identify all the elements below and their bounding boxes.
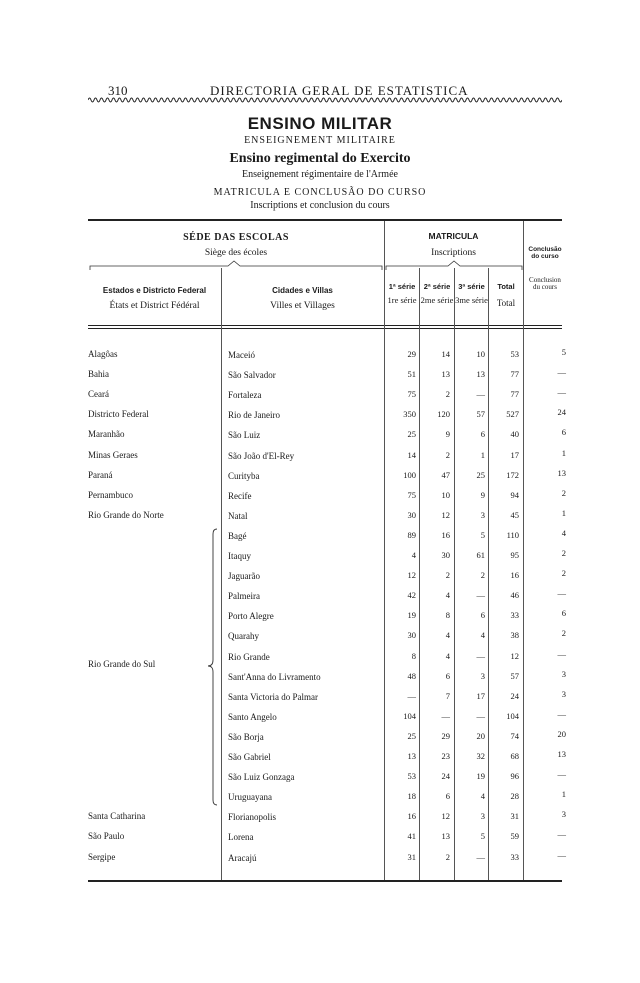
row-s2: 13 <box>441 831 450 841</box>
header-bottom-rule <box>88 325 562 326</box>
row-city: Florianopolis <box>228 812 277 822</box>
row-total: 110 <box>506 530 519 540</box>
row-s1: 53 <box>407 771 416 781</box>
header-matricula: MATRICULA <box>428 231 479 241</box>
row-s1: 51 <box>407 369 416 379</box>
row-s2: 23 <box>441 751 450 761</box>
row-concl: — <box>557 588 566 598</box>
row-total: 527 <box>506 409 519 419</box>
row-city: São Gabriel <box>228 752 271 762</box>
row-s1: 14 <box>407 450 416 460</box>
row-s2: 24 <box>441 771 450 781</box>
row-city: Fortaleza <box>228 390 262 400</box>
row-s3: — <box>476 590 485 600</box>
row-s1: 75 <box>407 490 416 500</box>
row-city: Maceió <box>228 350 255 360</box>
header-total: Total <box>497 282 515 291</box>
row-concl: 2 <box>561 548 566 558</box>
row-total: 33 <box>510 852 519 862</box>
row-total: 74 <box>510 731 519 741</box>
row-s1: 25 <box>407 731 416 741</box>
row-s3: 2 <box>480 570 485 580</box>
row-s2: 2 <box>445 450 450 460</box>
header-serie-2-fr: 2me série <box>420 295 454 305</box>
header-serie-3: 3ª série <box>458 282 485 291</box>
row-concl: 1 <box>561 508 566 518</box>
row-s1: 41 <box>407 831 416 841</box>
row-city: Natal <box>228 511 248 521</box>
row-s2: 29 <box>441 731 450 741</box>
row-total: 53 <box>510 349 519 359</box>
row-concl: — <box>557 649 566 659</box>
header-serie-1-fr: 1re série <box>387 295 417 305</box>
row-total: 31 <box>510 811 519 821</box>
row-s1: 13 <box>407 751 416 761</box>
row-total: 172 <box>506 470 519 480</box>
wavy-rule <box>88 95 562 105</box>
row-city: Quarahy <box>228 631 259 641</box>
row-state: Pernambuco <box>88 490 133 500</box>
header-bracket-rules <box>88 260 562 274</box>
row-s1: 48 <box>407 671 416 681</box>
row-concl: 2 <box>561 628 566 638</box>
row-city: Aracajú <box>228 853 257 863</box>
row-concl: 20 <box>557 729 566 739</box>
row-state: Paraná <box>88 470 113 480</box>
row-s3: — <box>476 711 485 721</box>
table-bottom-rule <box>88 880 562 882</box>
row-s1: 75 <box>407 389 416 399</box>
row-s2: 12 <box>441 811 450 821</box>
row-city: Lorena <box>228 832 254 842</box>
row-s2: 2 <box>445 389 450 399</box>
table-top-rule <box>88 219 562 221</box>
row-city: Rio Grande <box>228 652 270 662</box>
row-s3: 3 <box>480 510 485 520</box>
header-sede-fr: Siège des écoles <box>204 248 268 258</box>
row-concl: 6 <box>561 427 566 437</box>
row-city: Palmeira <box>228 591 260 601</box>
header-matricula-fr: Inscriptions <box>431 248 476 258</box>
row-s2: 13 <box>441 369 450 379</box>
row-concl: — <box>557 829 566 839</box>
row-concl: 3 <box>561 669 566 679</box>
table-title-fr: Inscriptions et conclusion du cours <box>250 200 390 211</box>
row-city: Porto Alegre <box>228 611 274 621</box>
main-title-fr: ENSEIGNEMENT MILITAIRE <box>244 135 396 146</box>
row-total: 17 <box>510 450 519 460</box>
row-s2: 4 <box>445 590 450 600</box>
row-s1: 16 <box>407 811 416 821</box>
row-city: Santo Angelo <box>228 712 277 722</box>
subtitle-fr: Enseignement régimentaire de l'Armée <box>242 169 398 180</box>
row-s1: 29 <box>407 349 416 359</box>
row-s3: 19 <box>476 771 485 781</box>
brace-bracket <box>207 528 219 806</box>
row-concl: 2 <box>561 488 566 498</box>
row-concl: 1 <box>561 789 566 799</box>
row-total: 12 <box>510 651 519 661</box>
row-total: 77 <box>510 389 519 399</box>
row-city: Bagé <box>228 531 247 541</box>
row-s3: 10 <box>476 349 485 359</box>
row-s3: 32 <box>476 751 485 761</box>
row-s1: 31 <box>407 852 416 862</box>
header-estados-fr: États et District Fédéral <box>109 301 200 311</box>
row-s3: 4 <box>480 630 485 640</box>
row-s1: 25 <box>407 429 416 439</box>
row-s2: 4 <box>445 651 450 661</box>
row-city: São Luiz Gonzaga <box>228 772 295 782</box>
row-total: 28 <box>510 791 519 801</box>
row-s3: — <box>476 852 485 862</box>
row-s2: 2 <box>445 852 450 862</box>
row-total: 94 <box>510 490 519 500</box>
row-state: Districto Federal <box>88 409 149 419</box>
row-s1: 89 <box>407 530 416 540</box>
row-s3: 13 <box>476 369 485 379</box>
row-city: Itaquy <box>228 551 251 561</box>
row-s1: 18 <box>407 791 416 801</box>
row-s1: 8 <box>411 651 416 661</box>
row-s2: 2 <box>445 570 450 580</box>
header-conclusao-fr: Conclusion du cours <box>529 276 561 292</box>
row-city: São Borja <box>228 732 264 742</box>
row-s1: 30 <box>407 630 416 640</box>
header-estados: Estados e Districto Federal <box>102 286 207 295</box>
header-cidades: Cidades e Villas <box>272 286 333 295</box>
row-concl: — <box>557 367 566 377</box>
row-concl: 24 <box>557 407 566 417</box>
row-s1: 350 <box>403 409 416 419</box>
row-city: Uruguayana <box>228 792 272 802</box>
row-concl: — <box>557 387 566 397</box>
page-number: 310 <box>108 83 128 98</box>
row-s2: 7 <box>445 691 450 701</box>
row-city: Recife <box>228 491 252 501</box>
row-s1: 104 <box>403 711 416 721</box>
row-city: São Salvador <box>228 370 276 380</box>
row-total: 57 <box>510 671 519 681</box>
main-title: ENSINO MILITAR <box>247 114 393 133</box>
row-concl: — <box>557 709 566 719</box>
row-s3: 9 <box>480 490 485 500</box>
row-s3: 6 <box>480 429 485 439</box>
row-concl: 13 <box>557 468 566 478</box>
header-total-fr: Total <box>496 298 516 308</box>
row-s2: 6 <box>445 671 450 681</box>
row-s3: 1 <box>480 450 485 460</box>
row-s3: 25 <box>476 470 485 480</box>
row-s1: 19 <box>407 610 416 620</box>
row-s2: — <box>441 711 450 721</box>
row-state: Ceará <box>88 389 109 399</box>
header-serie-2: 2ª série <box>423 282 451 291</box>
col-divider-concl <box>523 221 524 880</box>
row-total: 104 <box>506 711 519 721</box>
subtitle: Ensino regimental do Exercito <box>229 151 411 166</box>
row-s1: — <box>407 691 416 701</box>
row-s3: — <box>476 651 485 661</box>
row-s3: 17 <box>476 691 485 701</box>
row-s1: 30 <box>407 510 416 520</box>
row-state: Rio Grande do Norte <box>88 510 164 520</box>
row-s3: 61 <box>476 550 485 560</box>
row-s2: 10 <box>441 490 450 500</box>
row-s3: 57 <box>476 409 485 419</box>
row-total: 59 <box>510 831 519 841</box>
row-total: 68 <box>510 751 519 761</box>
row-s3: 6 <box>480 610 485 620</box>
row-total: 33 <box>510 610 519 620</box>
row-city: Rio de Janeiro <box>228 410 280 420</box>
row-s3: 3 <box>480 671 485 681</box>
row-state: Minas Geraes <box>88 450 138 460</box>
row-total: 24 <box>510 691 519 701</box>
row-s2: 14 <box>441 349 450 359</box>
running-title: DIRECTORIA GERAL DE ESTATISTICA <box>210 83 469 98</box>
header-bottom-rule-2 <box>88 328 562 329</box>
row-concl: — <box>557 850 566 860</box>
row-s1: 12 <box>407 570 416 580</box>
row-city: Curityba <box>228 471 260 481</box>
row-city: São Luiz <box>228 430 261 440</box>
row-concl: 1 <box>561 448 566 458</box>
row-total: 95 <box>510 550 519 560</box>
row-city: Sant'Anna do Livramento <box>228 672 321 682</box>
row-s1: 4 <box>411 550 416 560</box>
row-s3: 4 <box>480 791 485 801</box>
header-sede: SÉDE DAS ESCOLAS <box>183 232 289 243</box>
row-concl: — <box>557 769 566 779</box>
row-total: 40 <box>510 429 519 439</box>
row-concl: 4 <box>561 528 566 538</box>
group-state-label: Rio Grande do Sul <box>88 659 156 669</box>
col-divider-city <box>221 268 222 880</box>
header-cidades-fr: Villes et Villages <box>270 301 335 311</box>
row-s2: 120 <box>437 409 450 419</box>
row-s2: 16 <box>441 530 450 540</box>
row-city: Santa Victoria do Palmar <box>228 692 319 702</box>
row-concl: 3 <box>561 809 566 819</box>
row-total: 38 <box>510 630 519 640</box>
row-s2: 47 <box>441 470 450 480</box>
row-s2: 8 <box>445 610 450 620</box>
row-s2: 30 <box>441 550 450 560</box>
row-concl: 13 <box>557 749 566 759</box>
row-state: Sergipe <box>88 852 116 862</box>
row-total: 96 <box>510 771 519 781</box>
row-city: São João d'El-Rey <box>228 451 295 461</box>
table-title: MATRICULA E CONCLUSÃO DO CURSO <box>213 187 427 198</box>
header-serie-3-fr: 3me série <box>455 295 488 305</box>
row-s2: 12 <box>441 510 450 520</box>
row-state: Alagôas <box>88 349 118 359</box>
row-s1: 42 <box>407 590 416 600</box>
row-s3: — <box>476 389 485 399</box>
row-total: 45 <box>510 510 519 520</box>
row-concl: 3 <box>561 689 566 699</box>
row-s2: 6 <box>445 791 450 801</box>
row-state: São Paulo <box>88 831 125 841</box>
row-state: Santa Catharina <box>88 811 146 821</box>
row-s3: 5 <box>480 530 485 540</box>
row-concl: 5 <box>561 347 566 357</box>
row-total: 77 <box>510 369 519 379</box>
row-city: Jaguarão <box>228 571 260 581</box>
row-state: Bahia <box>88 369 109 379</box>
row-s2: 4 <box>445 630 450 640</box>
row-s2: 9 <box>445 429 450 439</box>
header-conclusao: Conclusão do curso <box>528 246 562 261</box>
row-state: Maranhão <box>88 429 125 439</box>
row-s3: 5 <box>480 831 485 841</box>
row-concl: 6 <box>561 608 566 618</box>
row-s1: 100 <box>403 470 416 480</box>
row-total: 46 <box>510 590 519 600</box>
header-serie-1: 1ª série <box>388 282 416 291</box>
row-concl: 2 <box>561 568 566 578</box>
row-total: 16 <box>510 570 519 580</box>
row-s3: 20 <box>476 731 485 741</box>
row-s3: 3 <box>480 811 485 821</box>
